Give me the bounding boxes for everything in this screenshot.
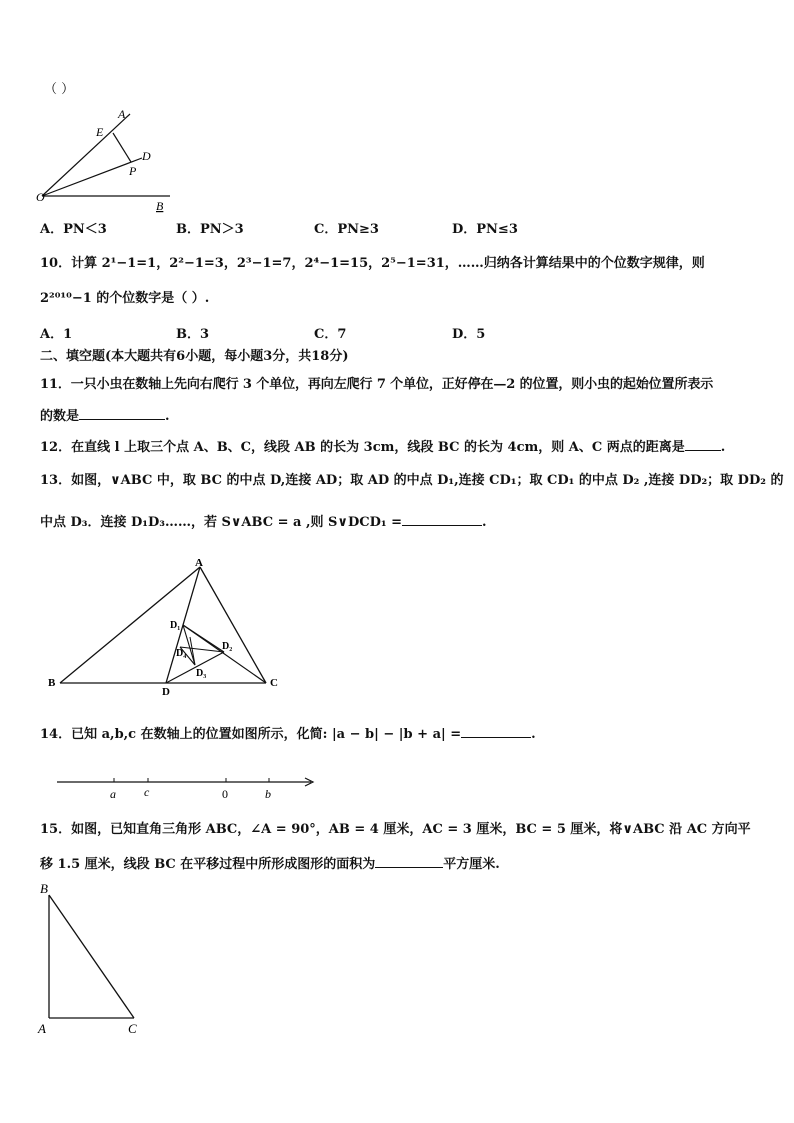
q12-answer-blank[interactable] — [685, 438, 721, 451]
q13-label-d: D — [162, 686, 170, 698]
q13-answer-blank[interactable] — [402, 513, 482, 526]
q13-line2 — [40, 513, 487, 531]
q13-label-c: C — [270, 677, 278, 689]
q15-label-b: B — [40, 881, 48, 896]
q15-answer-blank[interactable] — [375, 855, 443, 868]
q13-label-d1: D₁ — [170, 620, 181, 631]
q13-label-d3: D₃ — [196, 668, 207, 679]
q9-option-d[interactable]: D．PN≤3 — [452, 222, 518, 237]
q9-label-b: B — [156, 199, 164, 213]
q9-label-d: D — [142, 149, 151, 163]
q9-option-c[interactable]: C．PN≥3 — [314, 222, 379, 237]
q12-line — [40, 438, 725, 456]
q14-axis-label-c: c — [144, 785, 150, 799]
q14-end: . — [531, 727, 536, 742]
q11-line2-end: . — [165, 409, 170, 424]
q15-unit: 平方厘米. — [443, 857, 500, 872]
q10-option-b[interactable]: B．3 — [176, 327, 210, 342]
q9-answer-paren: （ ） — [44, 82, 75, 97]
q14-axis-label-b: b — [265, 787, 271, 801]
q12-text: 12．在直线 l 上取三个点 A、B、C，线段 AB 的长为 3cm，线段 BC 的长为 4cm，则 A、C 两点的距离是 — [40, 440, 685, 455]
q14-number-line — [55, 772, 325, 802]
q11-answer-blank[interactable] — [79, 407, 165, 420]
q10-option-c[interactable]: C．7 — [314, 327, 347, 342]
q10-line1: 10．计算 2¹−1=1，2²−1=3，2³−1=7，2⁴−1=15，2⁵−1=31，……归纳各计算结果中的个位数字规律，则 — [40, 256, 705, 271]
q11-line2 — [40, 407, 170, 425]
q11-line2-text: 的数是 — [40, 409, 80, 424]
q13-line2-text: 中点 D₃．连接 D₁D₃……，若 S∨ABC = a ,则 S∨DCD₁ = — [40, 515, 402, 530]
q14-axis-label-zero: 0 — [222, 787, 228, 801]
q15-label-a: A — [38, 1021, 46, 1036]
section-2-heading: 二、填空题(本大题共有6小题，每小题3分，共18分) — [40, 349, 349, 364]
q9-angle-figure — [30, 100, 180, 215]
q10-option-a[interactable]: A．1 — [40, 327, 73, 342]
q13-label-d4: D₄ — [176, 648, 187, 659]
q11-line1: 11．一只小虫在数轴上先向右爬行 3 个单位，再向左爬行 7 个单位，正好停在—2 的位置，则小虫的起始位置所表示 — [40, 377, 714, 392]
q9-label-o: O — [36, 190, 45, 204]
q12-end: . — [720, 440, 726, 455]
q9-label-p: P — [129, 164, 137, 178]
q14-text: 14．已知 a,b,c 在数轴上的位置如图所示，化简: |a − b| − |b + a| = — [40, 727, 462, 742]
q14-answer-blank[interactable] — [461, 725, 531, 738]
q15-label-c: C — [128, 1021, 137, 1036]
q14-axis-label-a: a — [110, 787, 116, 801]
q15-line1: 15．如图，已知直角三角形 ABC，∠A = 90°，AB = 4 厘米，AC = 3 厘米，BC = 5 厘米，将∨ABC 沿 AC 方向平 — [40, 822, 751, 837]
q13-line1: 13．如图，∨ABC 中，取 BC 的中点 D,连接 AD；取 AD 的中点 D₁,连接 CD₁；取 CD₁ 的中点 D₂ ,连接 DD₂；取 DD₂ 的 — [40, 473, 784, 488]
q9-label-a: A — [118, 107, 126, 121]
q10-line2: 2²⁰¹⁰−1 的个位数字是（ ）. — [40, 291, 210, 306]
q13-label-b: B — [48, 677, 56, 689]
q13-triangle-figure — [40, 555, 300, 700]
q9-option-b[interactable]: B．PN＞3 — [176, 222, 244, 237]
q15-line2 — [40, 855, 500, 873]
q9-option-a[interactable]: A．PN＜3 — [40, 222, 107, 237]
q15-right-triangle-figure — [34, 880, 154, 1040]
q10-option-d[interactable]: D．5 — [452, 327, 486, 342]
q9-label-e: E — [96, 125, 104, 139]
q13-label-d2: D₂ — [222, 641, 233, 652]
q13-line2-end: . — [481, 515, 487, 530]
q15-line2-text: 移 1.5 厘米，线段 BC 在平移过程中所形成图形的面积为 — [40, 857, 376, 872]
q14-line — [40, 725, 536, 743]
q13-label-a: A — [195, 557, 203, 569]
